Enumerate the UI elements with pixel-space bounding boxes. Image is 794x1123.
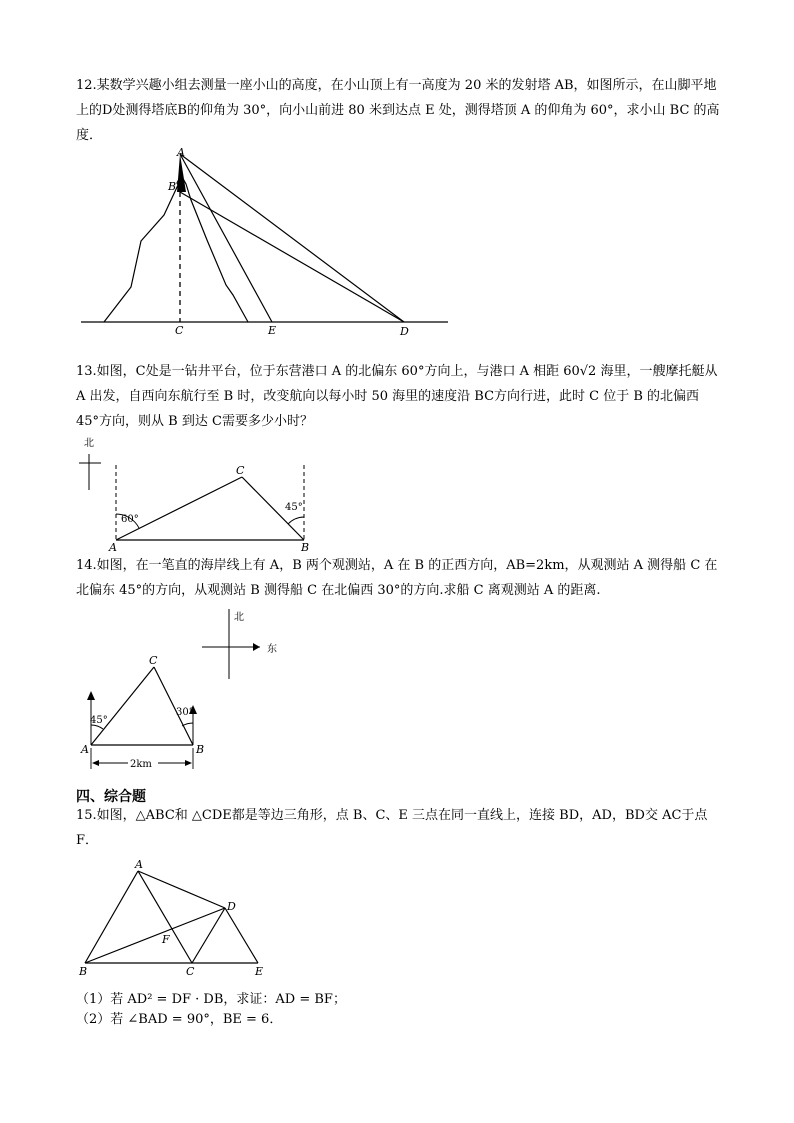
angle-label-a: 45° [90,715,108,726]
mountain-outline [104,175,248,322]
label-c: C [149,654,158,667]
label-b: B [79,965,88,978]
north-label: 北 [234,612,244,623]
label-c: C [175,324,184,337]
label-d: D [400,325,409,338]
segment-ba [85,871,138,963]
section-heading: 四、综合题 [76,789,146,805]
angle-arc-b [182,723,193,726]
label-b: B [301,541,310,554]
label-b: B [168,180,177,193]
label-a: A [81,743,89,756]
segment-cd [192,908,225,963]
segment-ad [138,871,225,908]
figure-q14-observation [76,605,296,775]
label-a: A [109,541,117,554]
angle-label-b: 45° [285,502,303,513]
north-arrow-a-icon [87,691,95,700]
tower [177,154,186,192]
question-15-part-2: （2）若 ∠BAD = 90°，BE = 6． [76,1012,283,1027]
label-f: F [162,933,170,946]
label-a: A [177,146,185,159]
segment-ac [116,477,242,540]
distance-label: 2km [130,759,152,770]
sight-line-ad [180,154,404,322]
label-c: C [236,464,245,477]
north-label: 北 [84,438,94,449]
label-d: D [227,900,236,913]
figure-q12-mountain-tower [76,145,456,340]
dim-arrow-left-icon [92,760,99,766]
east-label: 东 [267,644,277,655]
figure-q13-navigation [76,432,316,554]
angle-label-a: 60° [121,514,139,525]
question-15-text: 15.如图，△ABC和 △CDE都是等边三角形，点 B、C、E 三点在同一直线上，连接 BD，AD，BD交 AC于点 F． [76,808,708,848]
label-b: B [196,743,205,756]
label-e: E [255,965,264,978]
question-13-text: 13.如图，C处是一钻井平台，位于东营港口 A 的北偏东 60°方向上，与港口 A 相距 60√2 海里，一艘摩托艇从 A 出发，自西向东航行至 B 时，改变航向以每小时 50 海里的速度沿 BC方向行进，此时 C 位于 B 的北偏西 45°方向，则从 B 到达 C需要多少小时？ [76,364,718,429]
label-a: A [135,858,143,871]
question-12-text: 12.某数学兴趣小组去测量一座小山的高度，在小山顶上有一高度为 20 米的发射塔 AB，如图所示，在山脚平地上的D处测得塔底B的仰角为 30°，向小山前进 80 米到达点 E 处，测得塔顶 A 的仰角为 60°，求小山 BC 的高度． [76,78,720,143]
figure-q15-triangles [76,855,276,980]
segment-de [225,908,258,963]
angle-arc-b [288,517,304,524]
angle-label-b: 30° [176,707,194,718]
label-c: C [186,965,195,978]
segment-bd [85,908,225,963]
east-arrow-icon [253,643,260,651]
question-15-part-1: （1）若 AD² = DF · DB，求证：AD = BF； [76,992,346,1007]
segment-ac [138,871,192,963]
label-e: E [268,324,277,337]
segment-ac [91,667,154,745]
dim-arrow-right-icon [185,760,192,766]
question-14-text: 14.如图，在一笔直的海岸线上有 A，B 两个观测站，A 在 B 的正西方向，AB=2km，从观测站 A 测得船 C 在北偏东 45°的方向，从观测站 B 测得船 C 在北偏西 30°的方向.求船 C 离观测站 A 的距离. [76,558,718,598]
segment-cb [154,667,193,745]
